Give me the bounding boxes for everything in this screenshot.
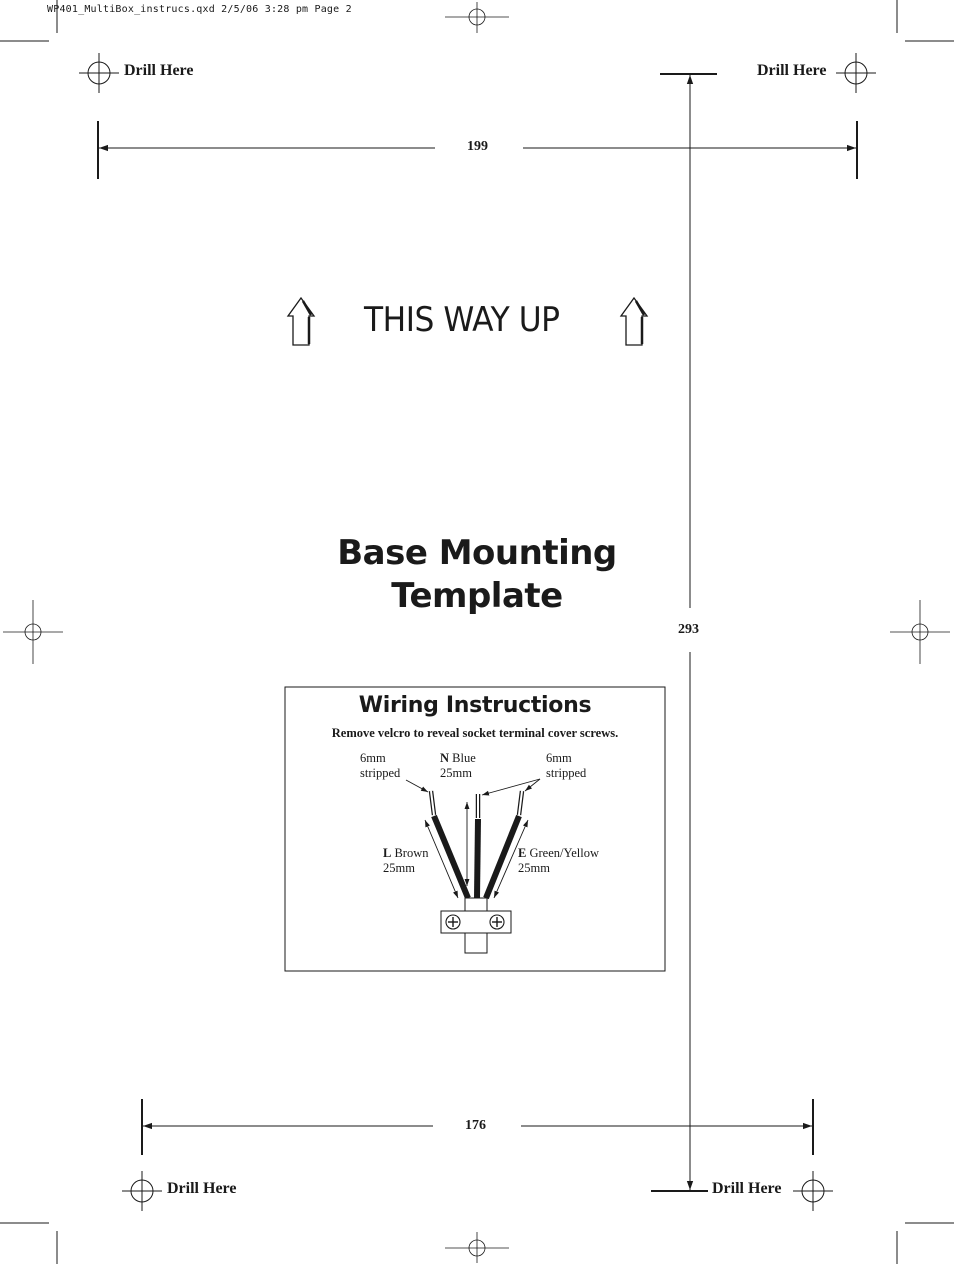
file-slug: WP401_MultiBox_instrucs.qxd 2/5/06 3:28 pm Page 2 [47,4,352,15]
up-arrow-icon [621,298,647,345]
drill-label-bottom-right: Drill Here [712,1180,782,1197]
wiring-title: Wiring Instructions [358,693,592,718]
drill-label-top-right: Drill Here [757,62,827,79]
strip-label-left: 6mm stripped [360,751,401,780]
drill-label-bottom-left: Drill Here [167,1180,237,1197]
drill-targets [79,53,876,1211]
live-label: L Brown 25mm [383,846,429,875]
drill-target-bottom-left [122,1171,162,1211]
page-title-line-1: Base Mounting [337,533,617,573]
dimension-right-value: 293 [678,622,699,637]
up-arrow-icon [288,298,314,345]
neutral-wire [477,819,478,898]
neutral-label: N Blue 25mm [440,751,476,780]
earth-label: E Green/Yellow 25mm [518,846,600,875]
dimension-bottom-value: 176 [465,1118,486,1133]
strip-label-right: 6mm stripped [546,751,587,780]
live-wire [434,816,468,898]
drill-target-top-left [79,53,119,93]
earth-wire [486,816,519,898]
page-title-line-2: Template [391,576,563,616]
this-way-up-label: THIS WAY UP [364,300,560,340]
drill-target-top-right [836,53,876,93]
drill-target-bottom-right [793,1171,833,1211]
drill-label-top-left: Drill Here [124,62,194,79]
wiring-instruction: Remove velcro to reveal socket terminal cover screws. [331,726,619,740]
dimension-top-value: 199 [467,139,488,154]
registration-marks [3,2,950,1263]
